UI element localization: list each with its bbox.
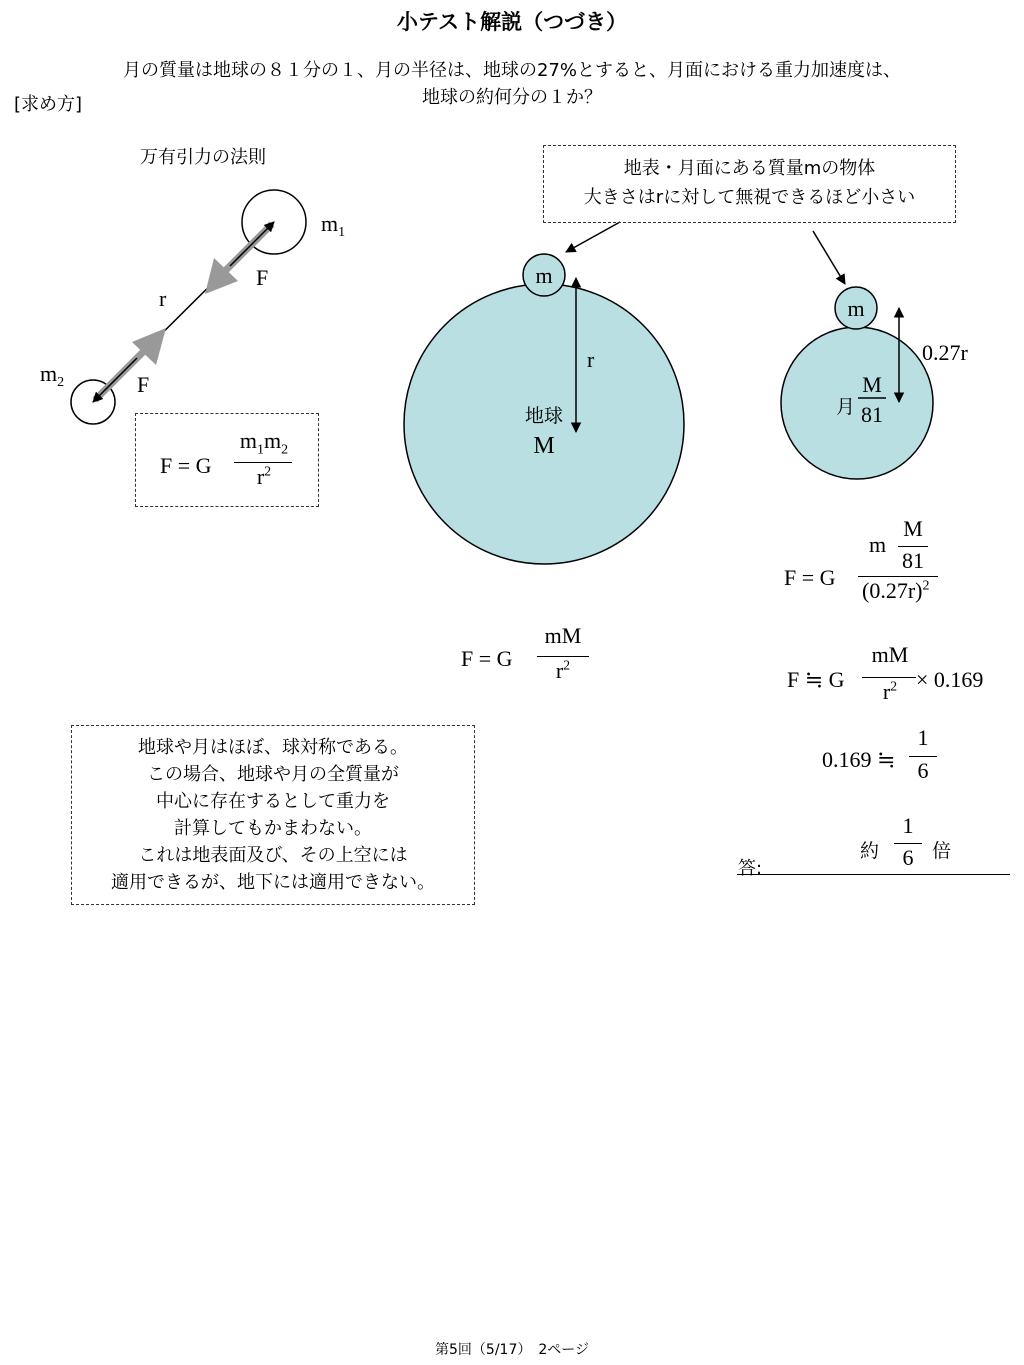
- explanation-line: 適用できるが、地下には適用できない。: [111, 872, 435, 893]
- moon-object-label: m: [847, 296, 865, 321]
- m2-label: $m_2$: [40, 361, 65, 390]
- explanation-line: 地球や月はほぼ、球対称である。: [138, 737, 408, 758]
- earth-object-label: m: [535, 263, 553, 288]
- answer-numerator: 1: [902, 813, 914, 838]
- moon-label: 月: [836, 396, 856, 418]
- explanation-box: [71, 725, 475, 905]
- law-formula-lhs: F = G: [160, 453, 212, 478]
- moon-formula-inner-bar: [898, 546, 928, 547]
- earth-formula-bar: [537, 656, 589, 657]
- explanation-line: 計算してもかまわない。: [174, 818, 372, 839]
- m1-label: $m_1$: [321, 211, 346, 240]
- law-label: 万有引力の法則: [140, 147, 266, 168]
- ratio-lhs: 0.169 ≒: [822, 747, 896, 772]
- object-note-box: [543, 145, 956, 223]
- earth-label: 地球: [524, 405, 564, 427]
- page-title: 小テスト解説（つづき）: [396, 10, 628, 34]
- moon-mass-den: 81: [861, 402, 883, 427]
- note-pointer-earth: [566, 222, 620, 252]
- law-formula-denominator: $r^2$: [256, 464, 272, 489]
- earth-formula-lhs: F = G: [461, 646, 513, 671]
- approx-formula-bar: [862, 677, 916, 678]
- force-label-upper: F: [256, 265, 269, 290]
- moon-radius-label: 0.27r: [922, 340, 968, 365]
- answer-bar: [894, 843, 922, 844]
- object-note-line-1: 地表・月面にある質量mの物体: [623, 158, 876, 179]
- moon-formula-lhs: F = G: [784, 565, 836, 590]
- moon-formula-m: m: [869, 532, 887, 557]
- answer-prefix: 約: [860, 840, 880, 862]
- moon-formula-inner-den: 81: [902, 548, 924, 573]
- ratio-denominator: 6: [917, 758, 929, 783]
- problem-line-2: 地球の約何分の１か？: [422, 87, 602, 108]
- approx-formula-tail: × 0.169: [916, 667, 984, 692]
- moon-circle: [781, 327, 933, 479]
- problem-line-1: 月の質量は地球の８１分の１、月の半径は、地球の27%とすると、月面における重力加速度は、: [122, 60, 901, 81]
- earth-mass-label: M: [533, 433, 555, 459]
- explanation-line: この場合、地球や月の全質量が: [147, 764, 399, 785]
- law-formula-numerator: $m_1m_2$: [239, 428, 289, 458]
- answer-underline: [737, 874, 1010, 875]
- moon-formula-bar: [858, 576, 938, 577]
- moon-formula-inner-num: M: [903, 516, 923, 541]
- force-label-lower: F: [137, 372, 150, 397]
- m2-arrow: [93, 358, 137, 402]
- answer-suffix: 倍: [932, 840, 952, 862]
- ratio-bar: [909, 756, 937, 757]
- ratio-numerator: 1: [917, 725, 929, 750]
- earth-formula-numerator: mM: [544, 623, 582, 648]
- approx-formula-denominator: $r^2$: [882, 679, 898, 704]
- method-label: [求め方]: [14, 94, 83, 115]
- answer-denominator: 6: [902, 845, 914, 870]
- law-formula-bar: [234, 462, 292, 463]
- approx-formula-numerator: mM: [871, 642, 909, 667]
- m1-arrow: [230, 222, 274, 266]
- answer-label: 答:: [738, 858, 763, 879]
- approx-formula-lhs: F ≒ G: [787, 667, 845, 692]
- earth-radius-label: r: [587, 347, 595, 372]
- moon-formula-denominator: $(0.27r)^2$: [862, 578, 930, 603]
- earth-formula-denominator: $r^2$: [555, 658, 571, 683]
- page-footer: 第5回（5/17） 2ページ: [435, 1342, 589, 1358]
- explanation-line: これは地表面及び、その上空には: [138, 845, 408, 866]
- explanation-line: 中心に存在するとして重力を: [156, 791, 390, 812]
- moon-mass-num: M: [862, 372, 882, 397]
- note-pointer-moon: [813, 231, 845, 284]
- object-note-line-2: 大きさはrに対して無視できるほど小さい: [583, 187, 916, 208]
- r-label: r: [159, 286, 167, 311]
